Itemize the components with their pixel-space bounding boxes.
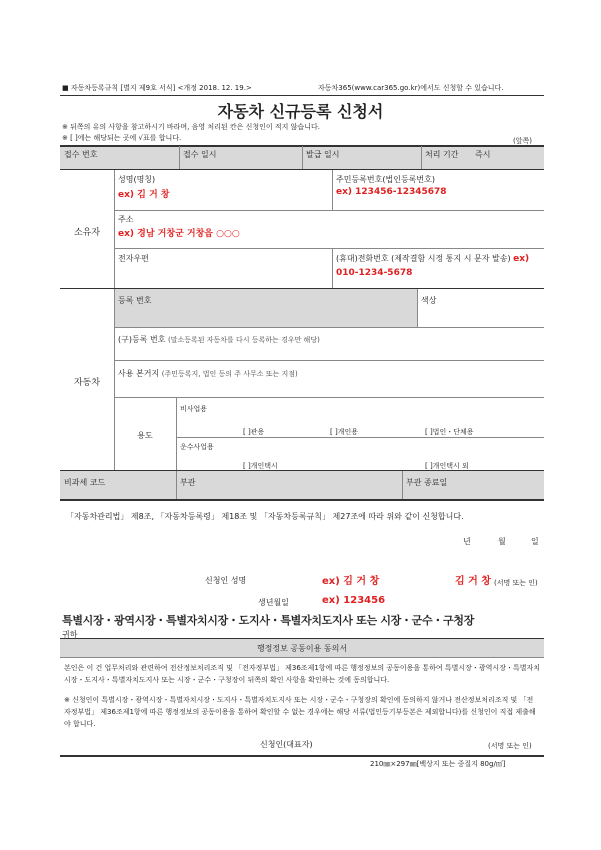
owner-id-label: 주민등록번호(법인등록번호) (336, 175, 435, 184)
official-use-checkbox[interactable]: [ ]관용 (243, 428, 265, 436)
transport-business-label: 운수사업용 (180, 443, 214, 451)
applicant-signature[interactable]: 김 거 창 (455, 576, 491, 587)
private-taxi-checkbox[interactable]: [ ]개인택시 (243, 462, 278, 470)
divider (176, 471, 177, 499)
processing-period-value: 즉시 (475, 150, 491, 159)
day-label: 일 (531, 537, 539, 546)
divider (60, 499, 544, 501)
receipt-date-label: 접수 일시 (183, 150, 217, 159)
divider (179, 146, 180, 169)
owner-id-input[interactable]: ex) 123456-12345678 (336, 187, 447, 197)
divider (421, 146, 422, 169)
divider (302, 146, 303, 169)
sign-note: (서명 또는 인) (494, 579, 538, 587)
color-label[interactable]: 색상 (421, 296, 437, 305)
issue-date-label: 발급 일시 (306, 150, 340, 159)
legal-basis-statement: 「자동차관리법」 제8조, 「자동차등록령」 제18조 및 「자동차등록규칙」 제27조에 따라 위와 같이 신청합니다. (66, 512, 464, 521)
owner-phone-input[interactable]: ex) 010-1234-5678 (336, 254, 530, 278)
processing-period-label: 처리 기간 (425, 150, 459, 159)
non-taxi-checkbox[interactable]: [ ]개인택시 외 (425, 462, 469, 470)
divider (402, 471, 403, 499)
tax-row (60, 471, 544, 499)
page-side-label: (앞쪽) (513, 137, 532, 145)
instruction-note-1: ※ 뒤쪽의 유의 사항을 참고하시기 바라며, 음영 처리된 칸은 신청인이 적지 않습니다. (62, 123, 320, 131)
divider (60, 169, 544, 170)
online-note: 자동차365(www.car365.go.kr)에서도 신청할 수 있습니다. (318, 84, 504, 92)
month-label: 월 (498, 537, 506, 546)
divider (60, 755, 544, 757)
old-registration-label: (구)등록 번호 (118, 335, 166, 344)
owner-phone-label: (휴대)전화번호 (제작결함 시정 통지 시 문자 발송) (336, 254, 511, 263)
owner-name-input[interactable]: ex) 김 거 창 (118, 190, 170, 200)
instruction-note-2: ※ [ ]에는 해당되는 곳에 √표를 합니다. (62, 134, 182, 142)
registration-number-label: 등록 번호 (118, 296, 152, 305)
base-location-label: 사용 본거지 (118, 369, 160, 378)
divider (114, 360, 544, 361)
nontax-code-label: 비과세 코드 (64, 478, 106, 487)
corporate-use-checkbox[interactable]: [ ]법인・단체용 (425, 428, 474, 436)
divider (114, 170, 115, 288)
divider (114, 248, 544, 249)
divider (176, 397, 177, 470)
divider (114, 397, 544, 398)
divider (114, 210, 544, 211)
form-title: 자동차 신규등록 신청서 (217, 102, 384, 121)
divider (332, 170, 333, 210)
paper-spec: 210㎜×297㎜[백상지 또는 중질지 80g/㎡] (370, 760, 506, 768)
personal-use-checkbox[interactable]: [ ]개인용 (330, 428, 358, 436)
old-registration-field[interactable] (118, 334, 320, 345)
consent-note: ※ 신청인이 특별시장・광역시장・특별자치시장・도지사・특별자치도지사 또는 시장・군수・구청장의 확인에 동의하지 않거나 전산정보처리조직 및 「전자정부법」 제36조제1항에 따른 행정정보의 공동이용을 통하여 확인할 수 없는 경우에는 해당 서류(법인등기부등본은 제외합니다)를 신청인이 직접 제출해야 합니다. (64, 696, 536, 728)
vehicle-section-label: 자동차 (73, 378, 101, 388)
consent-sign-note[interactable]: (서명 또는 인) (488, 742, 532, 750)
noncommercial-label: 비사업용 (180, 405, 208, 413)
consent-paragraph: 본인은 이 건 업무처리와 관련하여 전산정보처리조직 및 「전자정부법」 제36조제1항에 따른 행정정보의 공동이용을 통하여 특별시장・광역시장・특별자치시장・도지사・특별자치도지사 또는 시장・군수・구청장이 뒤쪽의 확인 사항을 확인하는 것에 동의합니다. (64, 664, 541, 684)
owner-email-label[interactable]: 전자우편 (118, 254, 149, 263)
consent-signer-label: 신청인(대표자) (260, 740, 313, 749)
owner-address-label: 주소 (118, 215, 134, 224)
recipient-authority: 특별시장・광역시장・특별자치시장・도지사・특별자치도지사 또는 시장・군수・구청장 (62, 614, 475, 627)
consent-title: 행정정보 공동이용 동의서 (256, 644, 348, 653)
recipient-suffix: 귀하 (62, 630, 78, 639)
form-reference: ■ 자동차등록규칙 [별지 제9호 서식] <개정 2018. 12. 19.> (62, 84, 252, 92)
owner-section-label: 소유자 (73, 228, 101, 238)
owner-name-label: 성명(명칭) (118, 175, 156, 184)
header-divider (60, 95, 544, 96)
old-registration-note: (말소등록된 자동차를 다시 등록하는 경우만 해당) (167, 336, 320, 344)
divider (60, 657, 544, 658)
divider (176, 437, 544, 438)
attachment-label: 부관 (180, 478, 196, 487)
base-location-note: (주민등록지, 법인 등의 주 사무소 또는 지점) (161, 370, 298, 378)
applicant-name-input[interactable]: ex) 김 거 창 (322, 576, 380, 587)
owner-address-input[interactable]: ex) 경남 거창군 거창읍 ○○○ (118, 229, 240, 239)
year-label: 년 (463, 537, 471, 546)
registration-number-shaded (115, 289, 417, 327)
divider (417, 289, 418, 327)
receipt-number-label: 접수 번호 (64, 150, 98, 159)
usage-label: 용도 (137, 431, 153, 440)
applicant-name-label: 신청인 성명 (205, 576, 247, 585)
owner-phone-field[interactable] (336, 252, 540, 280)
birthdate-input[interactable]: ex) 123456 (322, 595, 386, 606)
attachment-end-label: 부관 종료일 (406, 478, 448, 487)
divider (114, 327, 544, 328)
birthdate-label: 생년월일 (258, 598, 289, 607)
base-location-field[interactable] (118, 368, 298, 379)
divider (332, 248, 333, 288)
